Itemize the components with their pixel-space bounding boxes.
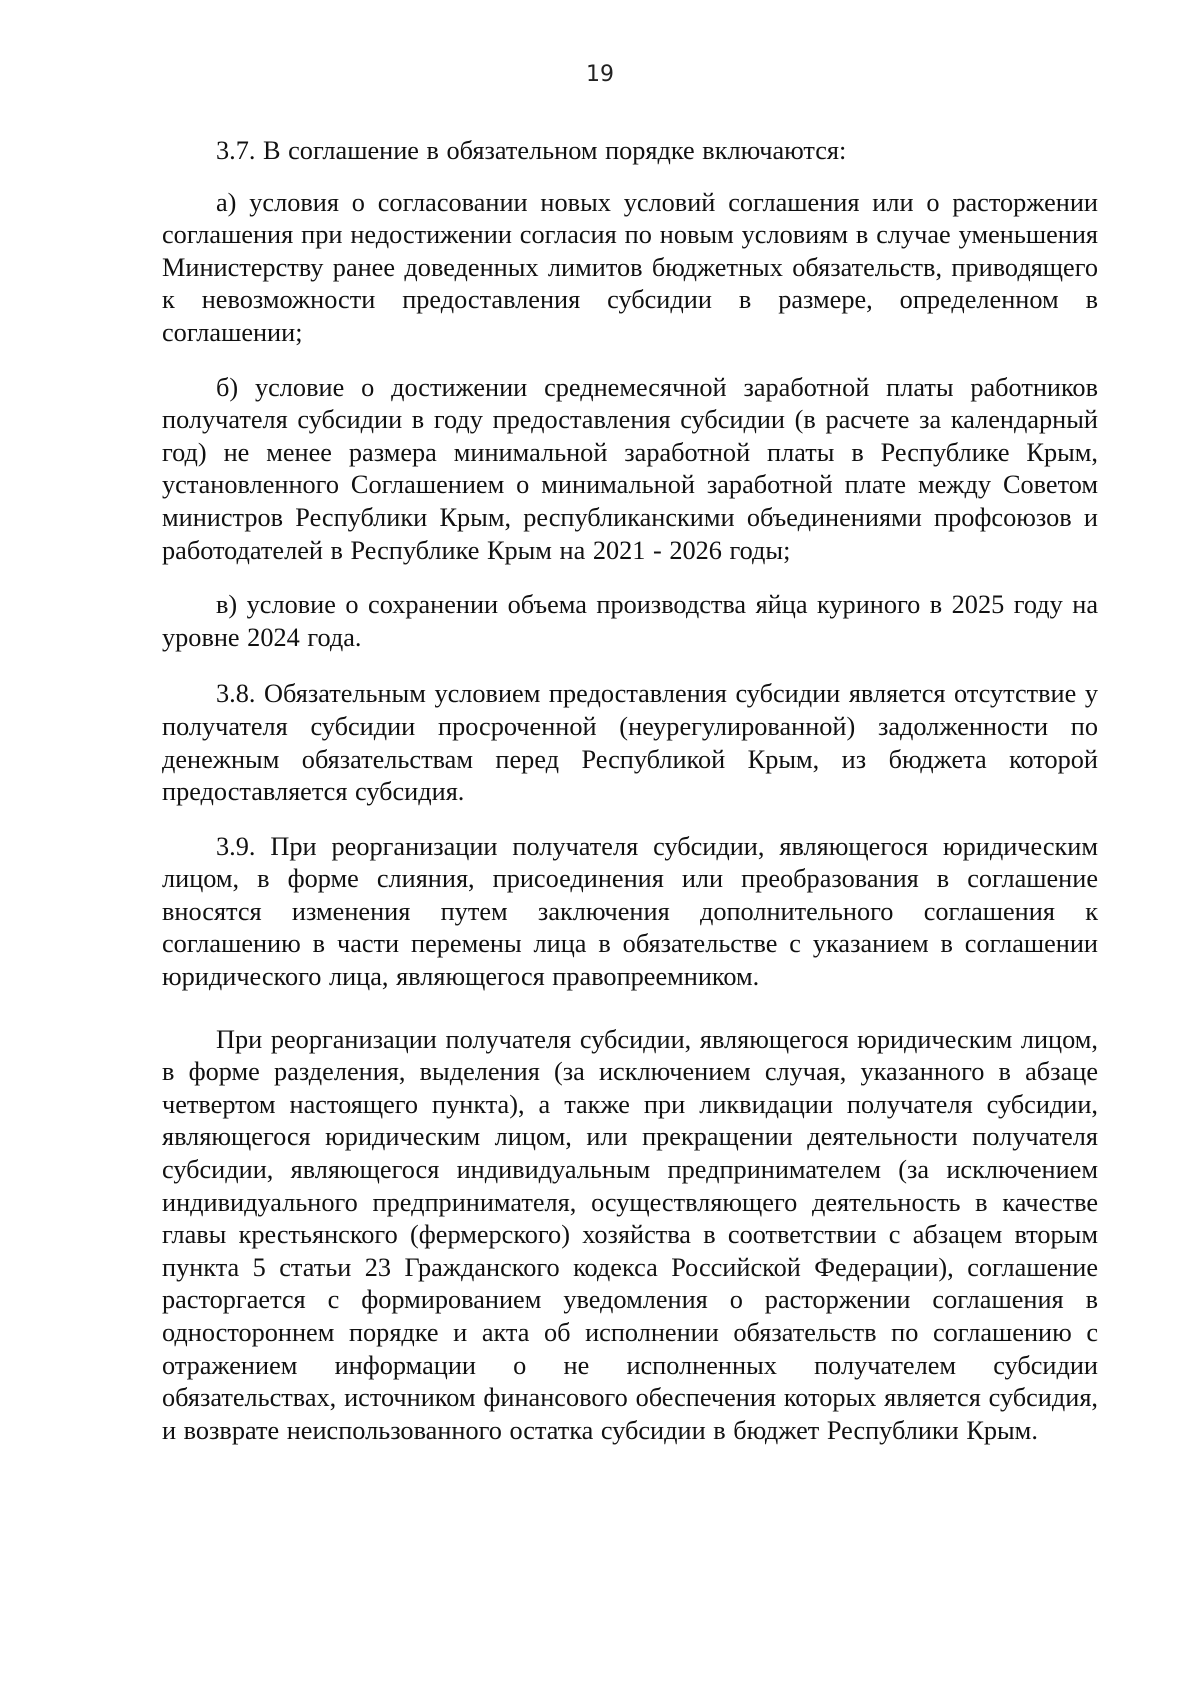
paragraph-3-7-a: а) условия о согласовании новых условий соглашения или о расторжении соглашения при недостижении согласия по новым условиям в случае уменьшения Министерству ранее доведенных лимитов бюджетных обязательств, приводящего к невозможности предоставления субсидии в размере, определенном в соглашении; [162, 187, 1098, 347]
paragraph-3-7: 3.7. В соглашение в обязательном порядке включаются: [216, 136, 847, 165]
document-body [162, 135, 1098, 1471]
paragraph-3-9: 3.9. При реорганизации получателя субсидии, являющегося юридическим лицом, в форме слияния, присоединения или преобразования в соглашение вносятся изменения путем заключения дополнительного соглашения к соглашению в части перемены лица в обязательстве с указанием в соглашении юридического лица, являющегося правопреемником. [162, 831, 1098, 992]
paragraph-3-9-reorganization: При реорганизации получателя субсидии, являющегося юридическим лицом, в форме разделения, выделения (за исключением случая, указанного в абзаце четвертом настоящего пункта), а также при ликвидации получателя субсидии, являющегося юридическим лицом, или прекращении деятельности получателя субсидии, являющегося индивидуальным предпринимателем (за исключением индивидуального предпринимателя, осуществляющего деятельность в качестве главы крестьянского (фермерского) хозяйства в соответствии с абзацем вторым пункта 5 статьи 23 Гражданского кодекса Российской Федерации), соглашение расторгается с формированием уведомления о расторжении соглашения в одностороннем порядке и акта об исполнении обязательств по соглашению с отражением информации о не исполненных получателем субсидии обязательствах, источником финансового обеспечения которых является субсидия, и возврате неиспользованного остатка субсидии в бюджет Республики Крым. [162, 1024, 1098, 1445]
page-number: 19 [586, 62, 614, 87]
paragraph-3-8: 3.8. Обязательным условием предоставления субсидии является отсутствие у получателя субсидии просроченной (неурегулированной) задолженности по денежным обязательствам перед Республикой Крым, из бюджета которой предоставляется субсидия. [162, 679, 1098, 807]
paragraph-3-7-v: в) условие о сохранении объема производства яйца куриного в 2025 году на уровне 2024 года. [162, 590, 1098, 652]
paragraph-3-7-b: б) условие о достижении среднемесячной заработной платы работников получателя субсидии в году предоставления субсидии (в расчете за календарный год) не менее размера минимальной заработной платы в Республике Крым, установленного Соглашением о минимальной заработной плате между Советом министров Республики Крым, республиканскими объединениями профсоюзов и работодателей в Республике Крым на 2021 - 2026 годы; [162, 372, 1098, 565]
